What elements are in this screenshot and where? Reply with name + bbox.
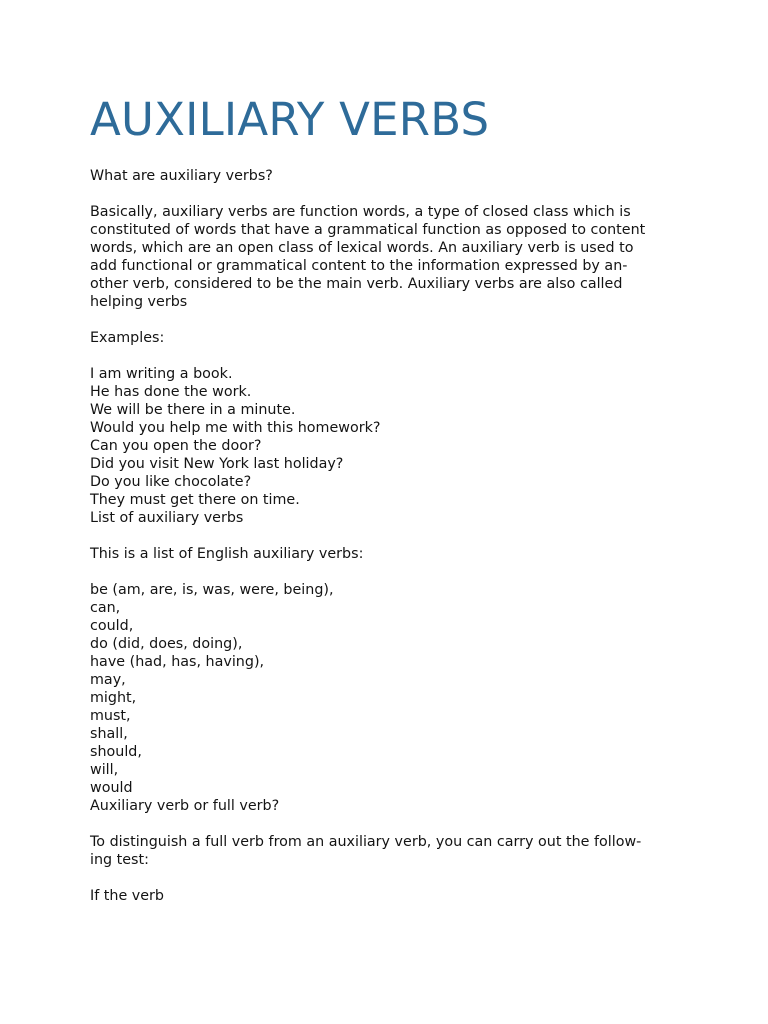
verb-item: will, bbox=[90, 762, 119, 778]
example-item: They must get there on time. bbox=[90, 492, 300, 508]
example-item: Do you like chocolate? bbox=[90, 474, 252, 490]
verb-list bbox=[90, 581, 690, 815]
paragraph-line: add functional or grammatical content to the information expressed by an- bbox=[90, 258, 628, 274]
paragraph-line: helping verbs bbox=[90, 294, 188, 310]
section-heading: Auxiliary verb or full verb? bbox=[90, 798, 280, 814]
section-heading: List of auxiliary verbs bbox=[90, 510, 244, 526]
example-item: Did you visit New York last holiday? bbox=[90, 456, 344, 472]
spacer bbox=[90, 347, 690, 365]
spacer bbox=[90, 869, 690, 887]
example-item: We will be there in a minute. bbox=[90, 402, 296, 418]
verb-item: do (did, does, doing), bbox=[90, 636, 243, 652]
definition-paragraph bbox=[90, 203, 690, 311]
verb-item: could, bbox=[90, 618, 134, 634]
verb-item: may, bbox=[90, 672, 126, 688]
example-item: Can you open the door? bbox=[90, 438, 262, 454]
example-item: Would you help me with this homework? bbox=[90, 420, 381, 436]
spacer bbox=[90, 563, 690, 581]
spacer bbox=[90, 815, 690, 833]
paragraph-line: other verb, considered to be the main verb. Auxiliary verbs are also called bbox=[90, 276, 623, 292]
verb-item: have (had, has, having), bbox=[90, 654, 265, 670]
page-title: AUXILIARY VERBS bbox=[90, 93, 490, 146]
paragraph-line: words, which are an open class of lexical words. An auxiliary verb is used to bbox=[90, 240, 634, 256]
paragraph-line: ing test: bbox=[90, 852, 149, 868]
example-item: He has done the work. bbox=[90, 384, 252, 400]
verb-item: shall, bbox=[90, 726, 128, 742]
verb-item: must, bbox=[90, 708, 131, 724]
question-text: What are auxiliary verbs? bbox=[90, 168, 273, 184]
document-page bbox=[90, 92, 690, 905]
final-line: If the verb bbox=[90, 888, 165, 904]
paragraph-line: Basically, auxiliary verbs are function words, a type of closed class which is bbox=[90, 204, 631, 220]
verb-item: might, bbox=[90, 690, 137, 706]
verb-item: would bbox=[90, 780, 133, 796]
spacer bbox=[90, 527, 690, 545]
verb-item: can, bbox=[90, 600, 121, 616]
distinguish-paragraph bbox=[90, 833, 690, 869]
paragraph-line: constituted of words that have a grammatical function as opposed to content bbox=[90, 222, 646, 238]
spacer bbox=[90, 311, 690, 329]
examples-list bbox=[90, 365, 690, 527]
list-intro: This is a list of English auxiliary verbs: bbox=[90, 546, 364, 562]
paragraph-line: To distinguish a full verb from an auxiliary verb, you can carry out the follow- bbox=[90, 834, 642, 850]
example-item: I am writing a book. bbox=[90, 366, 233, 382]
spacer bbox=[90, 185, 690, 203]
verb-item: should, bbox=[90, 744, 142, 760]
examples-heading: Examples: bbox=[90, 330, 165, 346]
verb-item: be (am, are, is, was, were, being), bbox=[90, 582, 334, 598]
